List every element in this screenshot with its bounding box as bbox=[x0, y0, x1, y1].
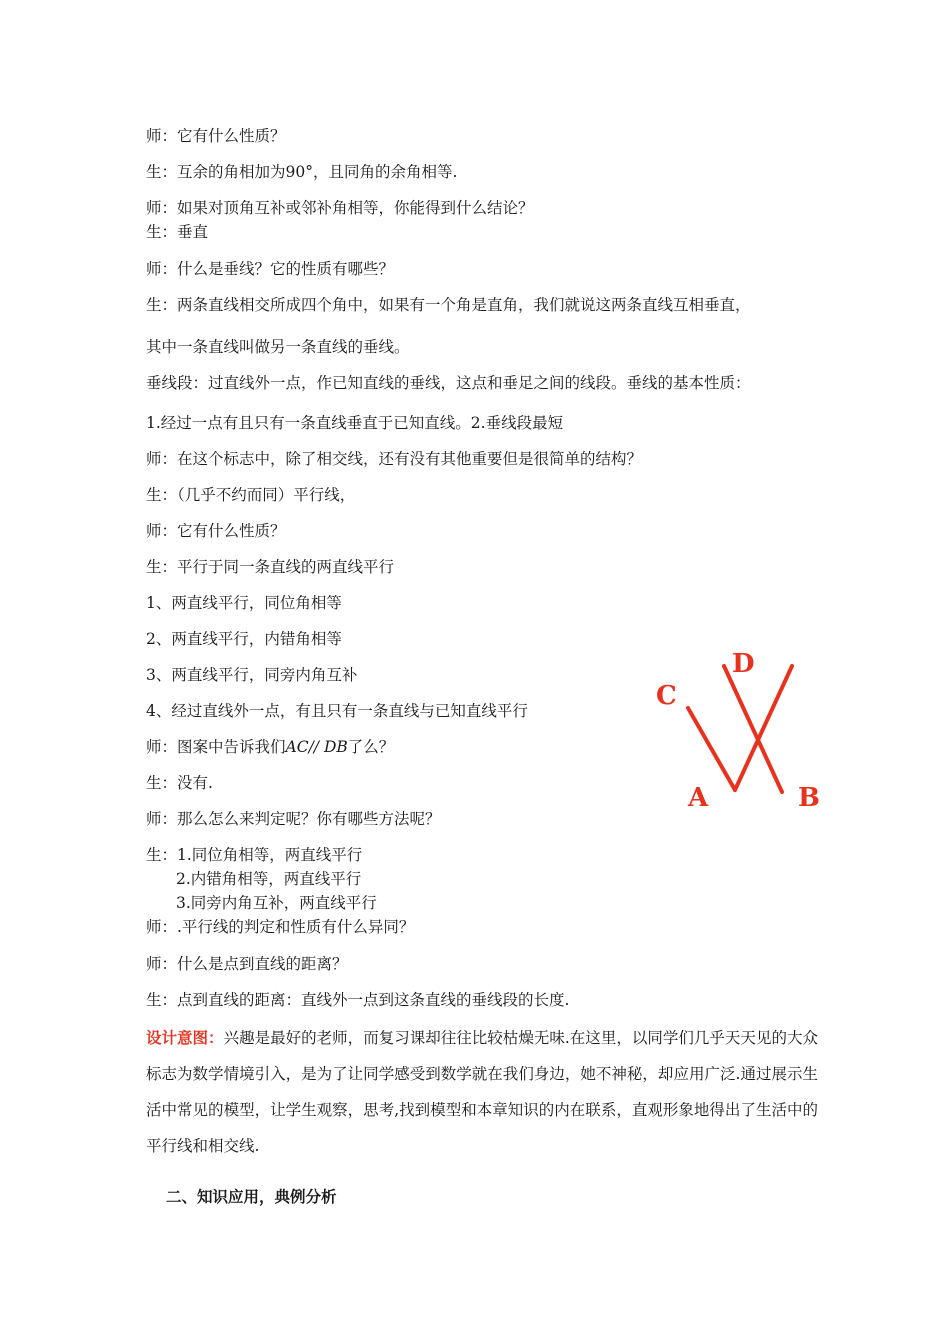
figure-svg bbox=[650, 640, 840, 825]
dialogue-line-11: 生：（几乎不约而同）平行线， bbox=[146, 486, 356, 504]
section-heading: 二、知识应用，典例分析 bbox=[166, 1187, 337, 1206]
dialogue-line-20: 师：那么怎么来判定呢？你有哪些方法呢？ bbox=[146, 810, 441, 828]
dialogue-line-08: 垂线段：过直线外一点，作已知直线的垂线，这点和垂足之间的线段。垂线的基本性质： bbox=[146, 374, 751, 392]
dialogue-line-02: 生：互余的角相加为90°，且同角的余角相等. bbox=[146, 163, 458, 181]
label-c: C bbox=[656, 681, 677, 711]
dialogue-line-14: 1、两直线平行，同位角相等 bbox=[146, 594, 342, 612]
dialogue-line-21: 生：1.同位角相等，两直线平行 bbox=[146, 846, 363, 864]
design-intent-label: 设计意图： bbox=[146, 1028, 224, 1047]
label-b: B bbox=[798, 783, 820, 813]
dialogue-line-22: 2.内错角相等，两直线平行 bbox=[176, 870, 362, 888]
dialogue-line-15: 2、两直线平行，内错角相等 bbox=[146, 630, 342, 648]
dialogue-line-18-math: AC// DB bbox=[285, 738, 348, 756]
dialogue-line-18-suffix: 了么？ bbox=[347, 738, 395, 756]
label-a: A bbox=[688, 783, 709, 813]
dialogue-line-05: 师：什么是垂线？它的性质有哪些？ bbox=[146, 260, 395, 278]
dialogue-line-18 bbox=[146, 737, 394, 757]
dialogue-line-13: 生：平行于同一条直线的两直线平行 bbox=[146, 558, 395, 576]
dialogue-line-16: 3、两直线平行，同旁内角互补 bbox=[146, 666, 358, 684]
dialogue-line-19: 生：没有. bbox=[146, 774, 213, 792]
dialogue-line-03: 师：如果对顶角互补或邻补角相等，你能得到什么结论？ bbox=[146, 199, 534, 217]
dialogue-line-09: 1.经过一点有且只有一条直线垂直于已知直线。2.垂线段最短 bbox=[146, 414, 564, 432]
line-db bbox=[724, 666, 782, 792]
dialogue-line-23: 3.同旁内角互补，两直线平行 bbox=[176, 894, 377, 912]
line-ca bbox=[688, 708, 735, 790]
dialogue-line-04: 生：垂直 bbox=[146, 223, 209, 241]
design-intent-paragraph bbox=[146, 1020, 818, 1164]
dialogue-line-06: 生：两条直线相交所成四个角中，如果有一个角是直角，我们就说这两条直线互相垂直， bbox=[146, 296, 751, 314]
dialogue-line-24: 师：.平行线的判定和性质有什么异同？ bbox=[146, 918, 415, 936]
label-d: D bbox=[732, 649, 755, 679]
design-intent-text: 兴趣是最好的老师，而复习课却往往比较枯燥无味.在这里，以同学们几乎天天见的大众标志为数学情境引入，是为了让同学感受到数学就在我们身边，她不神秘，却应用广泛.通过展示生活中常见的模型，让学生观察，思考,找到模型和本章知识的内在联系，直观形象地得出了生活中的平行线和相交线. bbox=[146, 1029, 818, 1155]
dialogue-line-01: 师：它有什么性质？ bbox=[146, 127, 286, 145]
dialogue-line-07: 其中一条直线叫做另一条直线的垂线。 bbox=[146, 338, 410, 356]
dialogue-line-17: 4、经过直线外一点，有且只有一条直线与已知直线平行 bbox=[146, 702, 528, 720]
parallel-lines-figure bbox=[650, 640, 840, 825]
dialogue-line-10: 师：在这个标志中，除了相交线，还有没有其他重要但是很简单的结构？ bbox=[146, 450, 643, 468]
dialogue-line-18-prefix: 师：图案中告诉我们 bbox=[146, 738, 286, 756]
dialogue-line-25: 师：什么是点到直线的距离？ bbox=[146, 955, 348, 973]
line-ab-right bbox=[735, 666, 792, 790]
dialogue-line-12: 师：它有什么性质？ bbox=[146, 522, 286, 540]
dialogue-line-26: 生：点到直线的距离：直线外一点到这条直线的垂线段的长度. bbox=[146, 991, 570, 1009]
